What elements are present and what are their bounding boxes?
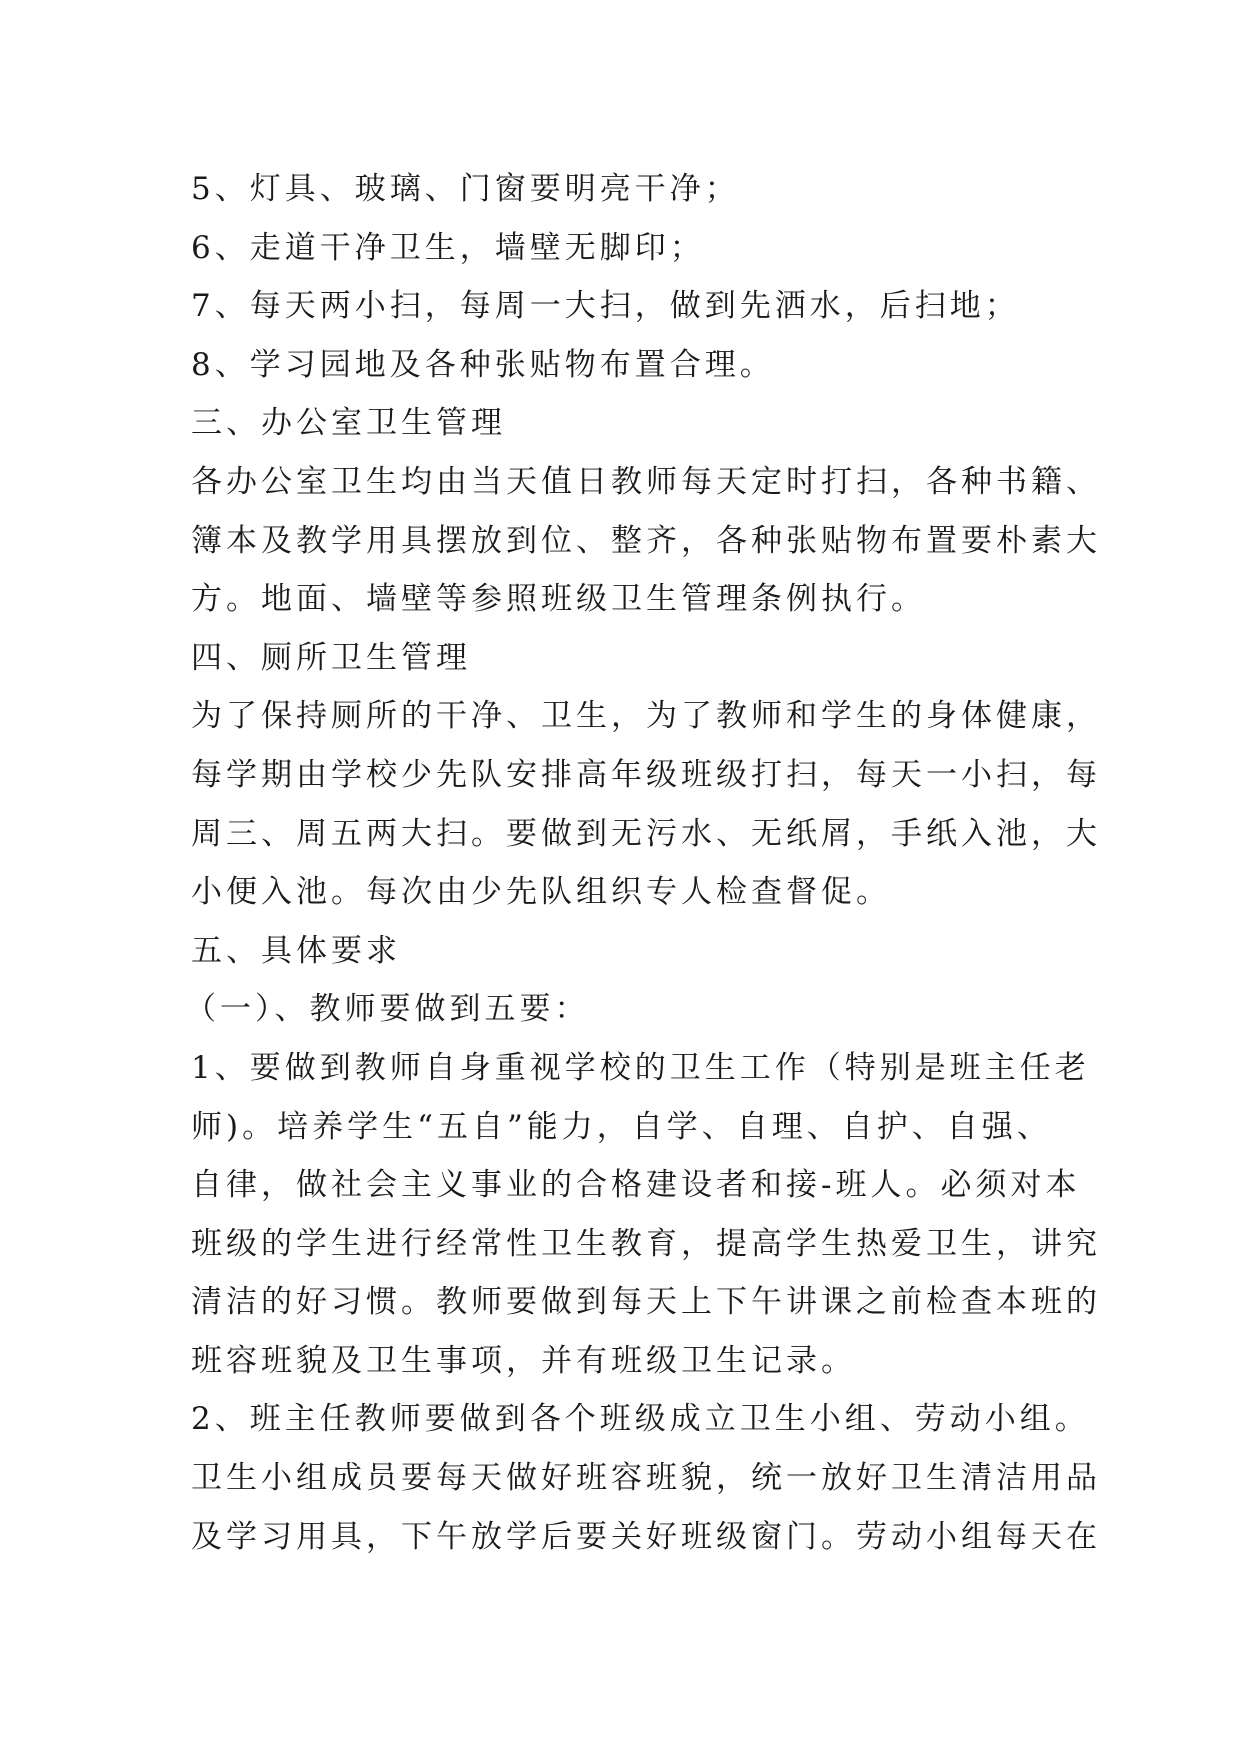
section-heading-requirements: 五、具体要求 bbox=[191, 932, 401, 969]
paragraph-req1-line-4: 班级的学生进行经常性卫生教育，提高学生热爱卫生，讲究 bbox=[191, 1225, 1101, 1262]
paragraph-req2-line-2: 卫生小组成员要每天做好班容班貌，统一放好卫生清洁用品 bbox=[191, 1460, 1101, 1497]
paragraph-office-line-2: 簿本及教学用具摆放到位、整齐，各种张贴物布置要朴素大 bbox=[191, 522, 1101, 559]
paragraph-req1-line-6: 班容班貌及卫生事项，并有班级卫生记录。 bbox=[191, 1342, 856, 1379]
list-item-8: 8、学习园地及各种张贴物布置合理。 bbox=[191, 346, 775, 383]
paragraph-req1-line-5: 清洁的好习惯。教师要做到每天上下午讲课之前检查本班的 bbox=[191, 1284, 1101, 1321]
paragraph-req1-line-1: 1、要做到教师自身重视学校的卫生工作（特别是班主任老 bbox=[191, 1049, 1090, 1086]
list-item-5: 5、灯具、玻璃、门窗要明亮干净； bbox=[191, 171, 740, 207]
paragraph-office-line-1: 各办公室卫生均由当天值日教师每天定时打扫，各种书籍、 bbox=[191, 463, 1101, 500]
document-body bbox=[185, 160, 1101, 1566]
paragraph-toilet-line-4: 小便入池。每次由少先队组织专人检查督促。 bbox=[191, 874, 891, 911]
paragraph-req2-line-1: 2、班主任教师要做到各个班级成立卫生小组、劳动小组。 bbox=[191, 1401, 1090, 1438]
subheading-teachers: （一）、教师要做到五要： bbox=[185, 991, 590, 1028]
paragraph-req1-line-3: 自律，做社会主义事业的合格建设者和接-班人。必须对本 bbox=[191, 1167, 1081, 1204]
paragraph-toilet-line-2: 每学期由学校少先队安排高年级班级打扫，每天一小扫，每 bbox=[191, 756, 1101, 793]
list-item-7: 7、每天两小扫，每周一大扫，做到先洒水，后扫地； bbox=[191, 288, 1020, 325]
paragraph-req2-line-3: 及学习用具，下午放学后要关好班级窗门。劳动小组每天在 bbox=[191, 1518, 1101, 1555]
section-heading-office-hygiene: 三、办公室卫生管理 bbox=[191, 405, 506, 442]
paragraph-office-line-3: 方。地面、墙壁等参照班级卫生管理条例执行。 bbox=[191, 581, 926, 618]
paragraph-req1-line-2: 师)。培养学生“五自”能力，自学、自理、自护、自强、 bbox=[191, 1108, 1052, 1145]
section-heading-toilet-hygiene: 四、厕所卫生管理 bbox=[191, 639, 471, 676]
paragraph-toilet-line-3: 周三、周五两大扫。要做到无污水、无纸屑，手纸入池，大 bbox=[191, 815, 1101, 852]
list-item-6: 6、走道干净卫生，墙壁无脚印； bbox=[191, 229, 705, 266]
paragraph-toilet-line-1: 为了保持厕所的干净、卫生，为了教师和学生的身体健康， bbox=[191, 698, 1101, 735]
